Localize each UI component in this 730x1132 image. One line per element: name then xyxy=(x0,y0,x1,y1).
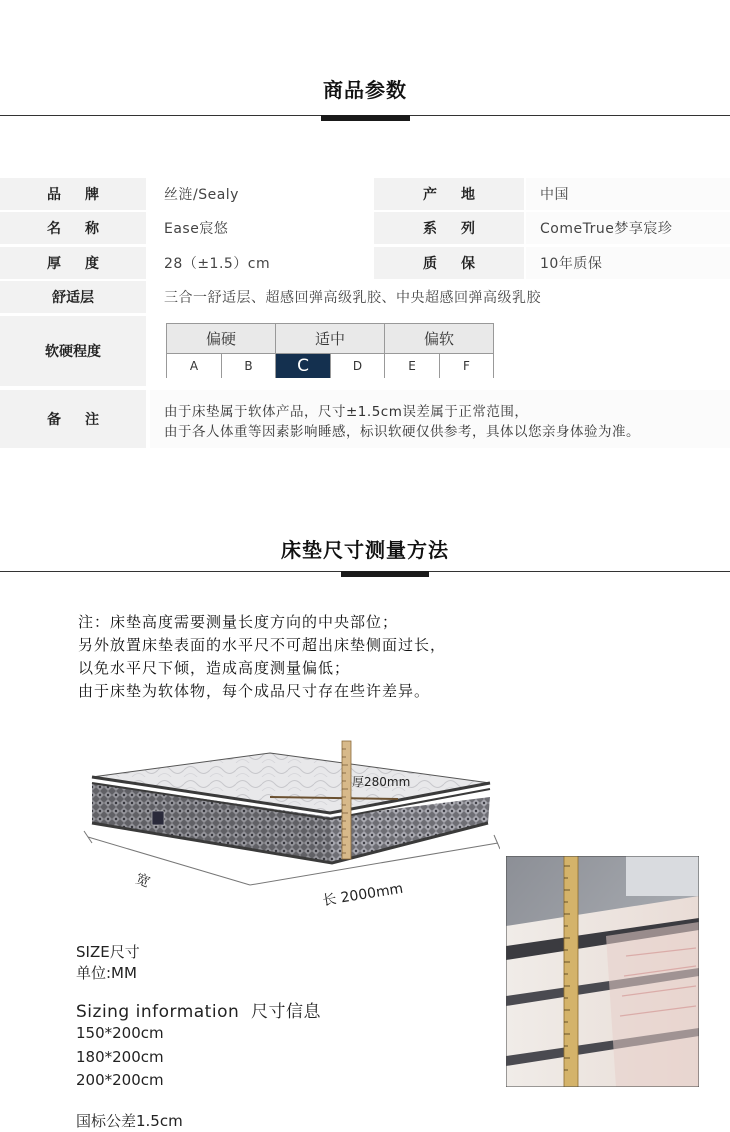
name-label: 名称 xyxy=(0,212,146,244)
brand-value: 丝涟/Sealy xyxy=(150,178,370,210)
thickness-dimension-label: 厚280mm xyxy=(352,775,411,789)
comfort-label: 舒适层 xyxy=(0,281,146,313)
note-label: 备注 xyxy=(0,390,146,448)
series-value: ComeTrue梦享宸珍 xyxy=(526,212,730,244)
section-divider-accent xyxy=(321,115,410,121)
thickness-value: 28（±1.5）cm xyxy=(150,247,370,279)
brand-label: 品牌 xyxy=(0,178,146,210)
hardness-group-soft: 偏软 xyxy=(385,324,493,353)
size-option-200: 200*200cm xyxy=(76,1071,164,1089)
name-value: Ease宸悠 xyxy=(150,212,370,244)
size-title: SIZE尺寸 xyxy=(76,943,140,961)
size-unit: 单位:MM xyxy=(76,964,137,982)
hardness-group-medium: 适中 xyxy=(276,324,385,353)
hardness-level-c-selected: C xyxy=(276,353,331,378)
measure-note-3: 以免水平尺下倾，造成高度测量偏低； xyxy=(78,659,351,677)
section-title-measure: 床垫尺寸测量方法 xyxy=(281,538,449,562)
series-label: 系列 xyxy=(374,212,524,244)
measure-note-2: 另外放置床垫表面的水平尺不可超出床垫侧面过长， xyxy=(78,636,447,654)
warranty-value: 10年质保 xyxy=(526,247,730,279)
note-line-2: 由于各人体重等因素影响睡感，标识软硬仅供参考，具体以您亲身体验为准。 xyxy=(164,424,640,440)
sizing-heading: Sizing information 尺寸信息 xyxy=(76,1002,322,1022)
length-dimension-label: 长 2000mm xyxy=(321,880,405,910)
mattress-diagram xyxy=(80,735,500,920)
origin-label: 产地 xyxy=(374,178,524,210)
hardness-grid xyxy=(166,323,494,378)
measure-note-1: 注：床垫高度需要测量长度方向的中央部位； xyxy=(78,613,399,631)
size-option-180: 180*200cm xyxy=(76,1048,164,1066)
note-line-1: 由于床垫属于软体产品，尺寸±1.5cm误差属于正常范围， xyxy=(164,404,529,420)
width-dimension-label: 宽 xyxy=(133,870,153,891)
tolerance-note: 国标公差1.5cm xyxy=(76,1112,183,1130)
thickness-label: 厚度 xyxy=(0,247,146,279)
warranty-label: 质保 xyxy=(374,247,524,279)
hardness-level-b: B xyxy=(222,353,276,378)
hardness-label: 软硬程度 xyxy=(0,316,146,386)
hardness-group-firm: 偏硬 xyxy=(167,324,276,353)
comfort-value: 三合一舒适层、超感回弹高级乳胶、中央超感回弹高级乳胶 xyxy=(150,281,730,313)
measure-note-4: 由于床垫为软体物，每个成品尺寸存在些许差异。 xyxy=(78,682,431,700)
hardness-level-a: A xyxy=(167,353,222,378)
section-divider-accent-2 xyxy=(341,571,429,577)
hardness-level-d: D xyxy=(331,353,385,378)
hardness-level-e: E xyxy=(385,353,440,378)
hardness-level-f: F xyxy=(440,353,493,378)
measurement-photo xyxy=(506,856,699,1087)
origin-value: 中国 xyxy=(526,178,730,210)
section-title-params: 商品参数 xyxy=(323,78,407,102)
size-option-150: 150*200cm xyxy=(76,1024,164,1042)
